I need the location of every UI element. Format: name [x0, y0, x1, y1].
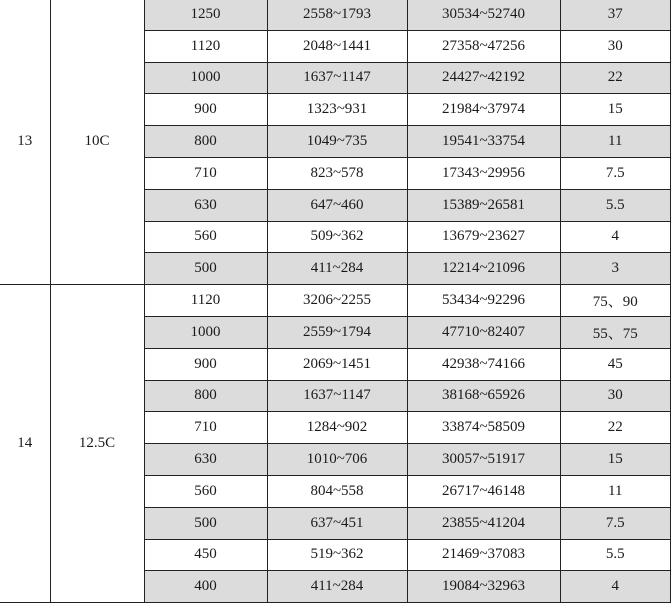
speed-cell: 560	[144, 221, 267, 253]
power-cell: 22	[560, 62, 671, 94]
power-cell: 45	[560, 348, 671, 380]
pressure-cell: 17343~29956	[407, 157, 560, 189]
pressure-cell: 19084~32963	[407, 571, 560, 603]
power-cell: 22	[560, 412, 671, 444]
flow-cell: 519~362	[267, 539, 407, 571]
pressure-cell: 12214~21096	[407, 253, 560, 285]
power-cell: 3	[560, 253, 671, 285]
speed-cell: 800	[144, 126, 267, 158]
power-cell: 5.5	[560, 189, 671, 221]
power-cell: 37	[560, 0, 671, 30]
power-cell: 11	[560, 126, 671, 158]
flow-cell: 647~460	[267, 189, 407, 221]
flow-cell: 411~284	[267, 571, 407, 603]
flow-cell: 1637~1147	[267, 380, 407, 412]
speed-cell: 800	[144, 380, 267, 412]
pressure-cell: 30534~52740	[407, 0, 560, 30]
power-cell: 75、90	[560, 285, 671, 317]
pressure-cell: 26717~46148	[407, 475, 560, 507]
speed-cell: 400	[144, 571, 267, 603]
flow-cell: 823~578	[267, 157, 407, 189]
flow-cell: 637~451	[267, 507, 407, 539]
pressure-cell: 24427~42192	[407, 62, 560, 94]
power-cell: 7.5	[560, 507, 671, 539]
flow-cell: 2048~1441	[267, 30, 407, 62]
speed-cell: 450	[144, 539, 267, 571]
flow-cell: 2558~1793	[267, 0, 407, 30]
speed-cell: 710	[144, 412, 267, 444]
pressure-cell: 33874~58509	[407, 412, 560, 444]
group-number-cell: 13	[0, 0, 50, 285]
power-cell: 30	[560, 380, 671, 412]
power-cell: 4	[560, 221, 671, 253]
speed-cell: 1120	[144, 285, 267, 317]
pressure-cell: 30057~51917	[407, 444, 560, 476]
flow-cell: 1010~706	[267, 444, 407, 476]
flow-cell: 1637~1147	[267, 62, 407, 94]
flow-cell: 1284~902	[267, 412, 407, 444]
power-cell: 55、75	[560, 316, 671, 348]
pressure-cell: 53434~92296	[407, 285, 560, 317]
speed-cell: 560	[144, 475, 267, 507]
flow-cell: 411~284	[267, 253, 407, 285]
table-row	[0, 285, 671, 317]
pressure-cell: 21984~37974	[407, 94, 560, 126]
group-number-cell: 14	[0, 285, 50, 603]
table-row	[0, 0, 671, 30]
model-cell: 10C	[50, 0, 144, 285]
pressure-cell: 47710~82407	[407, 316, 560, 348]
pressure-cell: 42938~74166	[407, 348, 560, 380]
flow-cell: 1323~931	[267, 94, 407, 126]
flow-cell: 509~362	[267, 221, 407, 253]
power-cell: 11	[560, 475, 671, 507]
pressure-cell: 27358~47256	[407, 30, 560, 62]
speed-cell: 630	[144, 444, 267, 476]
power-cell: 5.5	[560, 539, 671, 571]
pressure-cell: 38168~65926	[407, 380, 560, 412]
speed-cell: 500	[144, 507, 267, 539]
pressure-cell: 13679~23627	[407, 221, 560, 253]
flow-cell: 2559~1794	[267, 316, 407, 348]
pressure-cell: 19541~33754	[407, 126, 560, 158]
speed-cell: 630	[144, 189, 267, 221]
power-cell: 7.5	[560, 157, 671, 189]
speed-cell: 900	[144, 94, 267, 126]
flow-cell: 3206~2255	[267, 285, 407, 317]
power-cell: 30	[560, 30, 671, 62]
speed-cell: 710	[144, 157, 267, 189]
flow-cell: 2069~1451	[267, 348, 407, 380]
pressure-cell: 23855~41204	[407, 507, 560, 539]
speed-cell: 1250	[144, 0, 267, 30]
speed-cell: 1000	[144, 62, 267, 94]
pressure-cell: 21469~37083	[407, 539, 560, 571]
power-cell: 4	[560, 571, 671, 603]
speed-cell: 500	[144, 253, 267, 285]
power-cell: 15	[560, 444, 671, 476]
pressure-cell: 15389~26581	[407, 189, 560, 221]
model-cell: 12.5C	[50, 285, 144, 603]
flow-cell: 804~558	[267, 475, 407, 507]
speed-cell: 1000	[144, 316, 267, 348]
power-cell: 15	[560, 94, 671, 126]
speed-cell: 1120	[144, 30, 267, 62]
flow-cell: 1049~735	[267, 126, 407, 158]
speed-cell: 900	[144, 348, 267, 380]
